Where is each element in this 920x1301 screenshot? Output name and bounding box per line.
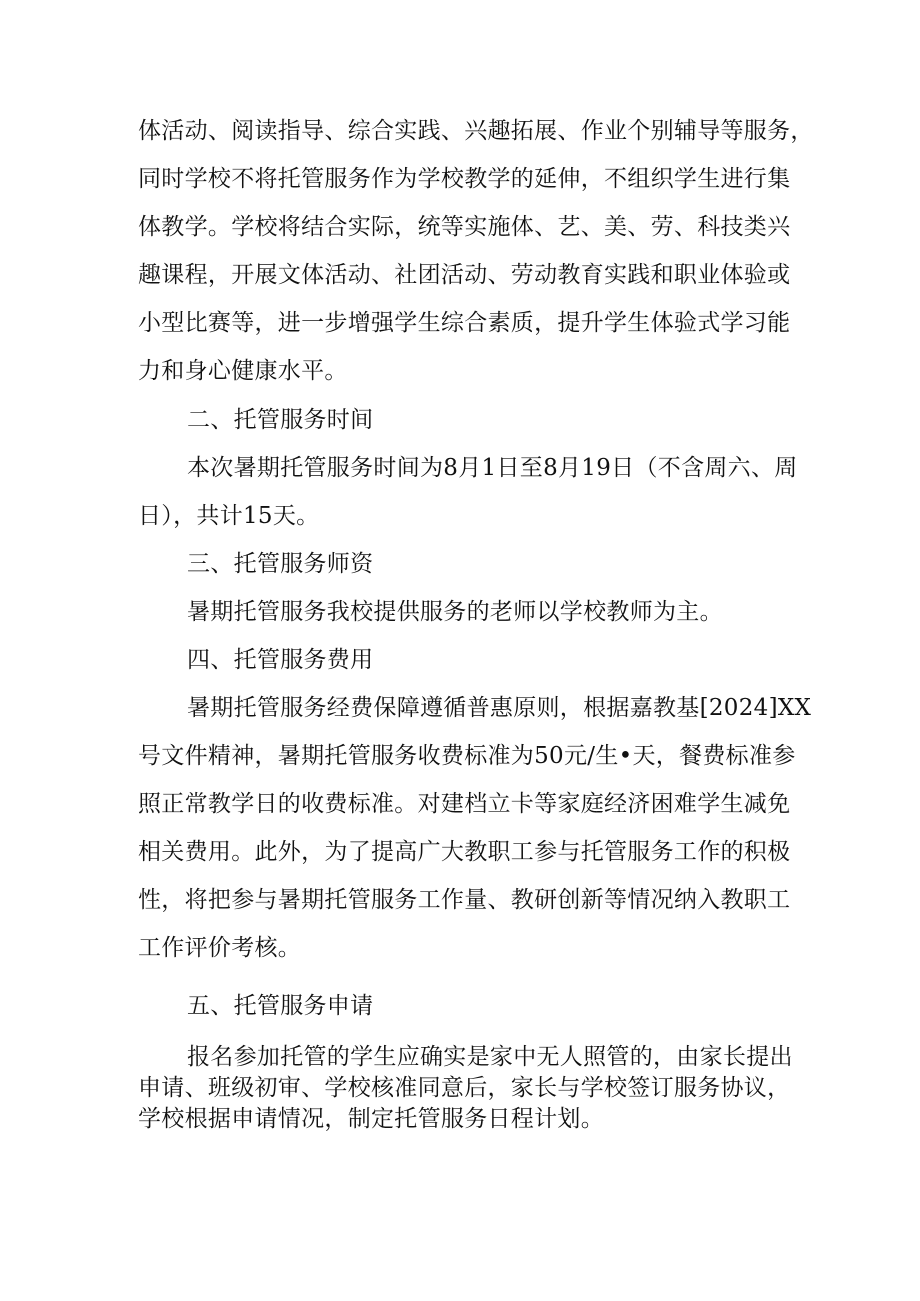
text-line: 相关费用。此外，为了提高广大教职工参与托管服务工作的积极 <box>138 839 791 865</box>
text-line: 暑期托管服务我校提供服务的老师以学校教师为主。 <box>187 599 723 625</box>
text-line: 性，将把参与暑期托管服务工作量、教研创新等情况纳入教职工 <box>138 887 791 913</box>
text-line: 工作评价考核。 <box>138 935 302 961</box>
text-line: 号文件精神，暑期托管服务收费标准为50元/生•天，餐费标准参 <box>138 743 796 769</box>
text-line: 学校根据申请情况，制定托管服务日程计划。 <box>138 1106 604 1132</box>
section-heading-fees: 四、托管服务费用 <box>187 647 374 673</box>
text-line: 暑期托管服务经费保障遵循普惠原则，根据嘉教基[2024]XX <box>187 695 812 721</box>
text-line: 趣课程，开展文体活动、社团活动、劳动教育实践和职业体验或 <box>138 262 791 288</box>
section-heading-time: 二、托管服务时间 <box>187 407 374 433</box>
text-line: 同时学校不将托管服务作为学校教学的延伸，不组织学生进行集 <box>138 166 791 192</box>
text-line: 日），共计15天。 <box>138 503 320 529</box>
section-heading-application: 五、托管服务申请 <box>187 993 374 1019</box>
text-line: 申请、班级初审、学校核准同意后，家长与学校签订服务协议， <box>138 1075 791 1101</box>
text-line: 报名参加托管的学生应确实是家中无人照管的，由家长提出 <box>187 1044 793 1070</box>
text-line: 体教学。学校将结合实际，统等实施体、艺、美、劳、科技类兴 <box>138 214 791 240</box>
text-line: 照正常教学日的收费标准。对建档立卡等家庭经济困难学生减免 <box>138 791 791 817</box>
text-line: 小型比赛等，进一步增强学生综合素质，提升学生体验式学习能 <box>138 310 791 336</box>
text-line: 本次暑期托管服务时间为8月1日至8月19日（不含周六、周 <box>187 455 798 481</box>
section-heading-teachers: 三、托管服务师资 <box>187 551 374 577</box>
text-line: 力和身心健康水平。 <box>138 358 348 384</box>
text-line: 体活动、阅读指导、综合实践、兴趣拓展、作业个别辅导等服务， <box>138 118 814 144</box>
